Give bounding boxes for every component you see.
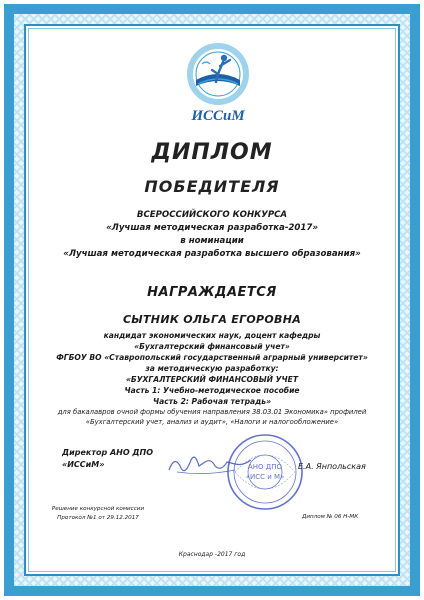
signatory-position	[62, 447, 153, 471]
recipient-line-9: «Бухгалтерский учет, анализ и аудит», «Налоги и налогообложение»	[85, 418, 339, 426]
recipient-line-2: «Бухгалтерский финансовый учет»	[134, 342, 290, 351]
signatory-position-line-1: Директор АНО ДПО	[62, 448, 154, 457]
stamp-text-line-1: АНО ДПО	[247, 463, 283, 471]
diploma-subtitle: ПОБЕДИТЕЛЯ	[144, 177, 280, 196]
diploma-title: ДИПЛОМ	[151, 140, 273, 165]
commission-decision	[28, 505, 168, 523]
recipient-details	[0, 330, 424, 427]
logo-text: ИССиМ	[191, 108, 245, 124]
signatory-name: Е.А. Янпольская	[298, 462, 366, 471]
contest-line-2: «Лучшая методическая разработка-2017»	[106, 223, 318, 233]
official-stamp-icon	[225, 432, 305, 512]
recipient-line-1: кандидат экономических наук, доцент кафедры	[103, 331, 321, 340]
contest-line-1: ВСЕРОССИЙСКОГО КОНКУРСА	[136, 210, 288, 220]
recipient-line-6: Часть 1: Учебно-методическое пособие	[124, 386, 300, 395]
award-heading: НАГРАЖДАЕТСЯ	[147, 285, 277, 300]
diploma-number: Диплом № 06 Н-МК	[302, 514, 359, 520]
recipient-line-8: для бакалавров очной формы обучения направления 38.03.01 Экономика» профилей	[57, 408, 367, 416]
contest-line-3: в номинации	[180, 236, 244, 246]
issim-logo-icon	[182, 40, 254, 130]
commission-decision-line-2: Протокол №1 от 29.12.2017	[57, 515, 139, 521]
signatory-position-line-2: «ИССиМ»	[62, 460, 105, 469]
recipient-line-4: за методическую разработку:	[145, 364, 279, 373]
contest-line-4: «Лучшая методическая разработка высшего образования»	[63, 249, 361, 259]
recipient-name: СЫТНИК ОЛЬГА ЕГОРОВНА	[122, 313, 302, 326]
stamp-text-line-2: «ИСС и М»	[245, 473, 285, 481]
city-year: Краснодар -2017 год	[178, 551, 246, 558]
contest-block	[0, 209, 424, 261]
recipient-line-7: Часть 2: Рабочая тетрадь»	[152, 397, 272, 406]
recipient-line-3: ФГБОУ ВО «Ставропольский государственный аграрный университет»	[56, 353, 368, 362]
recipient-line-5: «БУХГАЛТЕРСКИЙ ФИНАНСОВЫЙ УЧЕТ	[125, 375, 299, 384]
commission-decision-line-1: Решение конкурсной комиссии	[51, 506, 145, 512]
